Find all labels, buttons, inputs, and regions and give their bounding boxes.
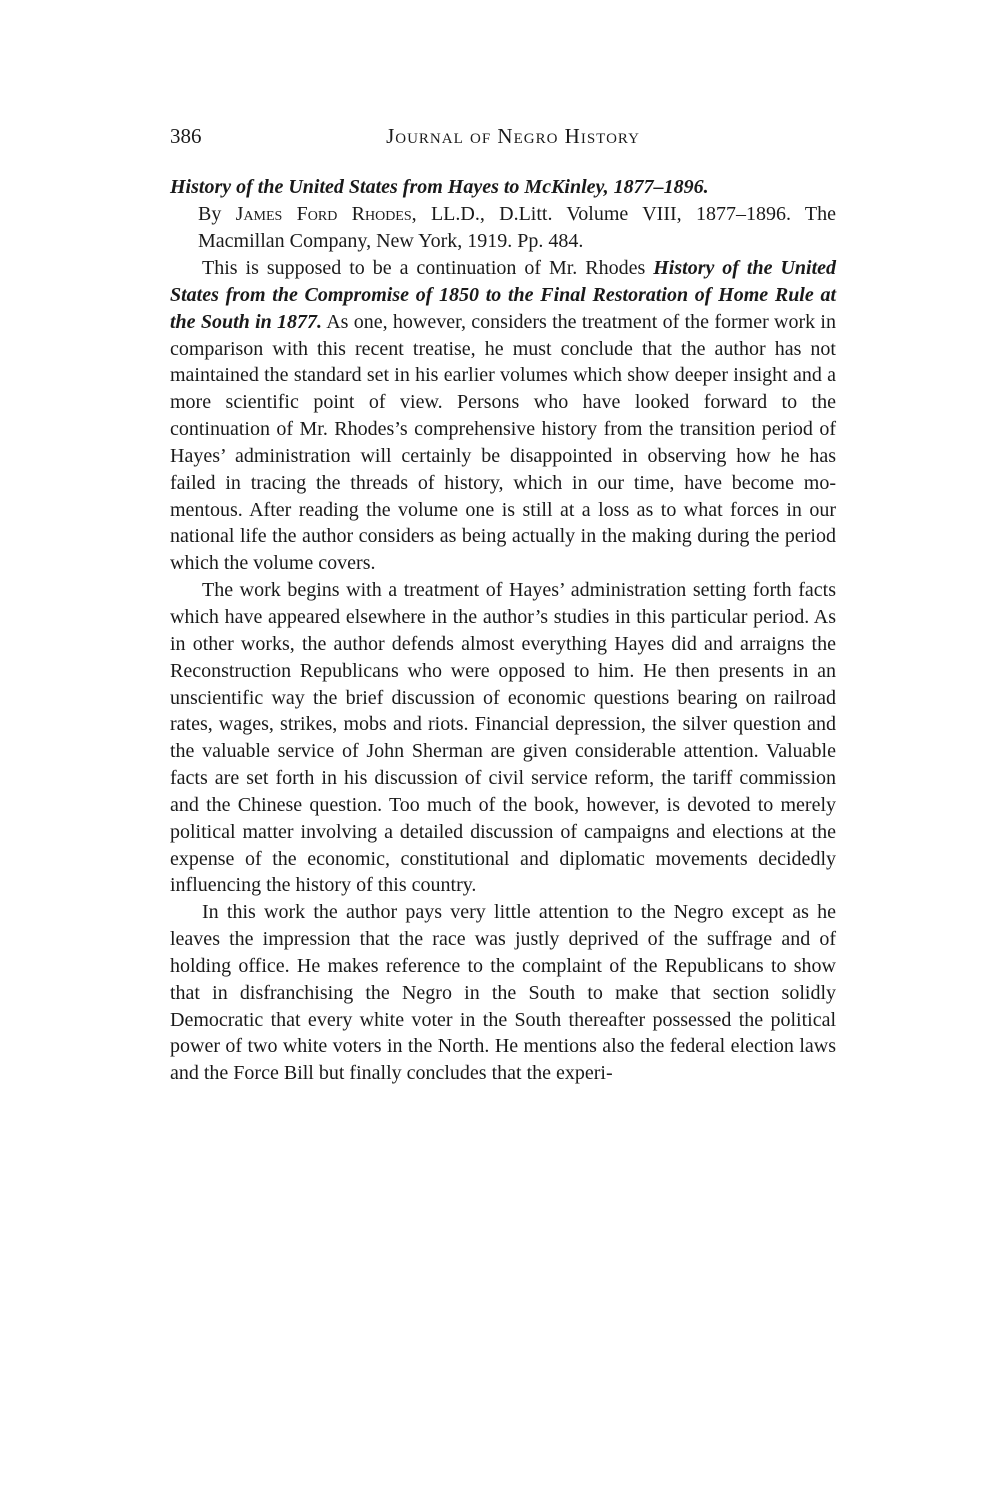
journal-title: Journal of Negro History [386,124,640,148]
paragraph-1-text-a: This is supposed to be a continuation of Mr. Rhodes [202,257,654,279]
page-number: 386 [170,124,202,148]
book-page [170,118,836,1087]
book-title: History of the United States from Hayes to McKinley, 1877–1896. [170,176,709,198]
review-paragraph-3: In this work the author pays very little attention to the Negro except as he leaves the impression that the race was justly deprived of the suffrage and of holding office. He makes reference to the complaint of the Republicans to show that in disfranchising the Negro in the South to make that section solidly Democratic that every white voter in the South thereafter possessed the political power of two white voters in the North. He mentions also the federal election laws and the Force Bill but finally concludes that the experi- [170,901,836,1085]
book-citation [170,174,836,255]
review-paragraph-1 [170,255,836,577]
running-head [170,118,836,154]
paragraph-1-text-b: As one, however, considers the treatment of the former work in comparison with this recent treatise, he must conclude that the author has not maintained the standard set in his earlier volumes which show deeper insight and a more scientific point of view. Persons who have looked forward to the continuation of Mr. Rhodes’s comprehensive history from the transition period of Hayes’ administration will certainly be disappointed in observing how he has failed in tracing the threads of history, which in our time, have become momentous. After reading the volume one is still at a loss as to what forces in our national life the author considers as being actually in the making during the period which the volume covers. [170,310,836,575]
citation-details: , LL.D., D.Litt. Volume VIII, 1877–1896. The Macmillan Company, New York, 1919. Pp. 484. [198,203,837,252]
book-author: James Ford Rhodes [235,203,412,225]
citation-by: By [198,203,222,225]
referenced-work-title: History of the United States from the Compromise of 1850 to the Final Restoration of Home Rule at the South in 1877. [170,257,836,333]
review-paragraph-2: The work begins with a treatment of Hayes’ administration setting forth facts which have appeared elsewhere in the author’s studies in this particular period. As in other works, the author defends almost everything Hayes did and arraigns the Reconstruction Republicans who were opposed to him. He then presents in an unscientific way the brief discussion of economic questions bearing on railroad rates, wages, strikes, mobs and riots. Financial depression, the silver question and the valuable service of John Sherman are given considerable attention. Valuable facts are set forth in his discussion of civil service reform, the tariff commission and the Chinese question. Too much of the book, however, is devoted to merely political matter involving a detailed discussion of campaigns and elections at the expense of the economic, constitutional and diplomatic movements decidedly influencing the history of this country. [170,579,836,897]
